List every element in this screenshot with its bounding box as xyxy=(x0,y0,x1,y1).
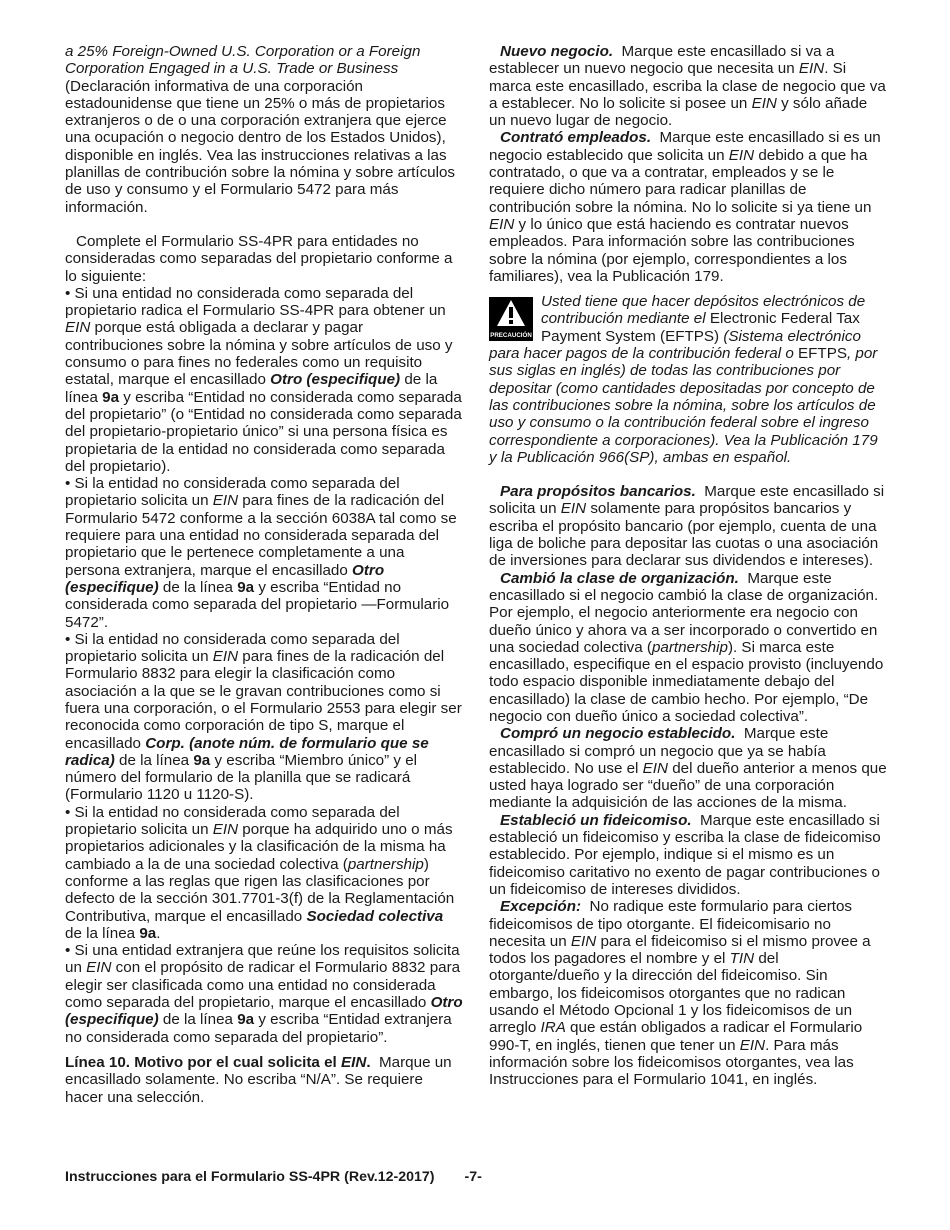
bullet-formulario-5472: • Si la entidad no considerada como separada del propietario solicita un EIN para fines de la radicación del Formulario 5472 conforme a la sección 6038A tal como se requiere para una entidad no considerada separada del propietario que le pertenece completamente a una persona extranjera, marque el encasillado Otro (especifique) de la línea 9a y escriba “Entidad no considerada como separada del propietario —Formulario 5472”. xyxy=(65,475,463,631)
caution-icon xyxy=(489,297,533,341)
cambio-organizacion-heading: Cambió la clase de organización. xyxy=(500,569,739,587)
fideicomiso-heading: Estableció un fideicomiso. xyxy=(500,811,692,829)
excepcion-heading: Excepción: xyxy=(500,898,582,916)
page-number: -7- xyxy=(464,1169,482,1185)
linea-10-section: Línea 10. Motivo por el cual solicita el EIN. Marque un encasillado solamente. No escriba “N/A”. Se requiere hacer una selección. xyxy=(65,1053,452,1106)
cambio-organizacion-paragraph: Cambió la clase de organización. Marque este encasillado si el negocio cambió la clase de organización. Por ejemplo, el negocio anteriormente era negocio con dueño único y ahora va a ser incorporado o convertido en una sociedad colectiva (partnership). Si marca este encasillado, especifique en el espacio provisto (incluyendo todo espacio disponible inmediatamente debajo del encasillado) la clase de cambio hecho. Por ejemplo, “De negocio con dueño único a sociedad colectiva”. xyxy=(489,569,884,725)
footer-form-title: Instrucciones para el Formulario SS-4PR (Rev.12-2017) xyxy=(65,1169,435,1185)
contrato-empleados-paragraph: Contrató empleados. Marque este encasillado si es un negocio establecido que solicita un EIN debido a que ha contratado, o que va a contratar, empleados y se le requiere dicho número para radicar planillas de contribución sobre la nómina. No lo solicite si ya tiene un EIN y lo único que está haciendo es contratar nuevos empleados. Para información sobre las contribuciones sobre la nómina (por ejemplo, correspondientes a los familiares), vea la Publicación 179. xyxy=(489,129,881,285)
right-column xyxy=(489,43,887,1089)
linea-10-heading: Línea 10. Motivo por el cual solicita el EIN. xyxy=(65,1053,371,1071)
bullet-entidad-extranjera: • Si una entidad extranjera que reúne los requisitos solicita un EIN con el propósito de radicar el Formulario 8832 para elegir ser clasificada como una entidad no considerada como separada del propietario, marque el encasillado Otro (especifique) de la línea 9a y escriba “Entidad extranjera no considerada como separada del propietario”. xyxy=(65,942,463,1046)
bancarios-heading: Para propósitos bancarios. xyxy=(500,483,696,501)
bullet-formulario-8832: • Si la entidad no considerada como separada del propietario solicita un EIN para fines de la radicación del Formulario 8832 para elegir la clasificación como asociación a la que se le gravan contribuciones como si fuera una corporación, o el Formulario 2553 para elegir ser reconocida como corporación de tipo S, marque el encasillado Corp. (anote núm. de formulario que se radica) de la línea 9a y escriba “Miembro único” y el número del formulario de la planilla que se radicará (Formulario 1120 u 1120-S). xyxy=(65,631,463,804)
nuevo-negocio-heading: Nuevo negocio. xyxy=(500,43,614,60)
nuevo-negocio-paragraph: Nuevo negocio. Marque este encasillado si va a establecer un nuevo negocio que necesita un EIN. Si marca este encasillado, escriba la clase de negocio que va a establecer. No lo solicite si posee un EIN y sólo añade un nuevo lugar de negocio. xyxy=(489,43,886,130)
bullet-otro-especifique: • Si una entidad no considerada como separada del propietario radica el Formulario SS-4PR para obtener un EIN porque está obligada a declarar y pagar contribuciones sobre la nómina y sobre artículos de uso y consumo o para fines no federales como un requisito estatal, marque el encasillado Otro (especifique) de la línea 9a y escriba “Entidad no considerada como separada del propietario” (o “Entidad no considerada como separada del propietario-propietario único” si una persona física es propietaria de la entidad no considerada como separada del propietario). xyxy=(65,285,463,475)
page-footer xyxy=(65,1169,565,1186)
caution-label: PRECAUCIÓN xyxy=(490,332,532,340)
contrato-empleados-heading: Contrató empleados. xyxy=(500,129,652,147)
compro-negocio-heading: Compró un negocio establecido. xyxy=(500,725,736,743)
complete-paragraph: Complete el Formulario SS-4PR para entidades no consideradas como separadas del propietario conforme a lo siguiente: xyxy=(65,232,453,285)
excepcion-paragraph: Excepción: No radique este formulario para ciertos fideicomisos de tipo otorgante. El fideicomisario no necesita un EIN para el fideicomiso si el mismo provee a todos los pagadores el nombre y el TIN del otorgante/dueño y la dirección del fideicomiso. Sin embargo, los fideicomisos otorgantes que no radican usando el Método Opcional 1 y los fideicomisos de un arreglo IRA que están obligados a radicar el Formulario 990-T, en inglés, tienen que tener un EIN. Para más información sobre los fideicomisos otorgantes, vea las Instrucciones para el Formulario 1041, en inglés. xyxy=(489,898,871,1089)
left-column xyxy=(65,43,463,1106)
caution-text: Usted tiene que hacer depósitos electrónicos de contribución mediante el Electronic Federal Tax Payment System (EFTPS) (Sistema electrónico para hacer pagos de la contribución federal o EFTPS, por sus siglas en inglés) de todas las contribuciones por depositar (como cantidades depositadas por concepto de las contribuciones sobre la nómina, sobre los artículos de uso y consumo o la contribución federal sobre el ingreso correspondiente a corporaciones). Vea la Publicación 179 y la Publicación 966(SP), ambas en español. xyxy=(489,293,878,466)
fideicomiso-paragraph: Estableció un fideicomiso. Marque este encasillado si estableció un fideicomiso y escriba la clase de fideicomiso establecido. Por ejemplo, indique si el mismo es un fideicomiso caritativo no exento de pagar contribuciones o un fideicomiso de intereses divididos. xyxy=(489,811,881,898)
caution-block xyxy=(489,293,887,466)
compro-negocio-paragraph: Compró un negocio establecido. Marque este encasillado si compró un negocio que ya se había establecido. No use el EIN del dueño anterior a menos que usted haya logrado ser “dueño” de una corporación mediante la adquisición de las acciones de la misma. xyxy=(489,725,887,812)
bullet-sociedad-colectiva: • Si la entidad no considerada como separada del propietario solicita un EIN porque ha adquirido uno o más propietarios adicionales y la clasificación de la misma ha cambiado a la de una sociedad colectiva (partnership) conforme a las reglas que rigen las clasificaciones por defecto de la sección 301.7701-3(f) de la Reglamentación Contributiva, marque el encasillado Sociedad colectiva de la línea 9a. xyxy=(65,804,463,942)
bancarios-paragraph: Para propósitos bancarios. Marque este encasillado si solicita un EIN solamente para propósitos bancarios y escriba el propósito bancario (por ejemplo, cuenta de una liga de boliche para depositar las cuotas o una asociación de inversiones para declarar sus dividendos e intereses). xyxy=(489,483,885,570)
warning-triangle-icon xyxy=(496,299,526,327)
intro-paragraph: a 25% Foreign-Owned U.S. Corporation or a Foreign Corporation Engaged in a U.S. Trade or Business (Declaración informativa de una corporación estadounidense que tiene un 25% o más de propietarios extranjeros o de o una corporación extranjera que ejerce una ocupación o negocio dentro de los Estados Unidos), disponible en inglés. Vea las instrucciones relativas a las planillas de contribución sobre la nómina y sobre artículos de uso y consumo y el Formulario 5472 para más información. xyxy=(65,43,456,216)
